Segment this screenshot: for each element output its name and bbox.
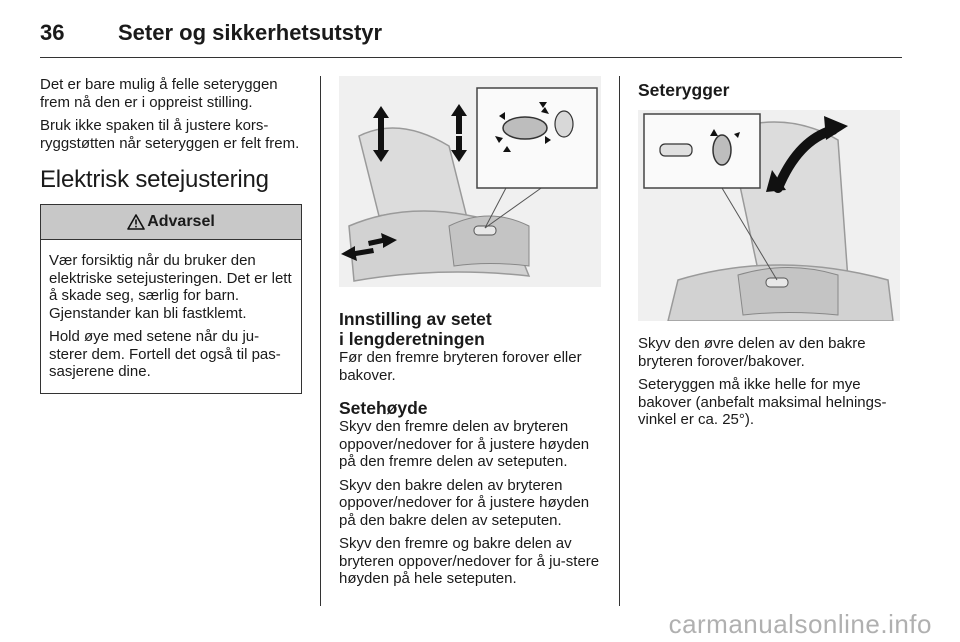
column-middle: [339, 76, 601, 594]
heading-longitudinal-line2: i lengderetningen: [339, 329, 485, 349]
paragraph-backrest-angle: Seteryggen må ikke helle for mye bakover (anbefalt maksimal helnings-vinkel er ca. 25°).: [638, 376, 887, 428]
heading-longitudinal-line1: Innstilling av setet: [339, 309, 492, 329]
page-number: 36: [40, 20, 65, 45]
paragraph-full-height: Skyv den fremre og bakre delen av bryteren oppover/nedover for å ju-stere høyden på hele seteputen.: [339, 535, 600, 587]
paragraph-front-height: Skyv den fremre delen av bryteren oppover/nedover for å justere høyden på den fremre delen av seteputen.: [339, 418, 590, 470]
warning-box: [40, 204, 302, 394]
paragraph-fold-backrest: Det er bare mulig å felle seteryggen frem nå den er i oppreist stilling.: [40, 76, 278, 111]
chapter-title: Seter og sikkerhetsutstyr: [118, 20, 383, 45]
section-title: Elektrisk setejustering: [40, 166, 269, 193]
backrest-adjustment-illustration: [638, 110, 900, 321]
seat-adjustment-illustration: [339, 76, 601, 287]
heading-backrests: Seterygger: [638, 80, 730, 100]
warning-paragraph-1: Vær forsiktig når du bruker den elektriske setejusteringen. Det er lett å skade seg, særlig for barn. Gjenstander kan bli fastklemt.: [49, 252, 292, 322]
page-header: [40, 12, 902, 60]
warning-header: [41, 205, 301, 240]
paragraph-lumbar-lever: Bruk ikke spaken til å justere kors-ryggstøtten når seteryggen er felt frem.: [40, 117, 300, 152]
watermark-text: carmanualsonline.info: [668, 608, 932, 639]
watermark: [0, 606, 960, 642]
header-rule: [40, 57, 902, 58]
warning-body: [41, 240, 301, 393]
warning-paragraph-2: Hold øye med setene når du ju-sterer dem. Fortell det også til pas-sasjerene dine.: [49, 328, 281, 380]
warning-title: Advarsel: [147, 213, 215, 230]
column-right: [638, 76, 900, 435]
heading-seat-height: Setehøyde: [339, 398, 428, 418]
column-divider-1: [320, 76, 321, 606]
warning-triangle-icon: [127, 214, 145, 230]
paragraph-longitudinal: Før den fremre bryteren forover eller bakover.: [339, 349, 582, 384]
column-divider-2: [619, 76, 620, 606]
paragraph-rear-height: Skyv den bakre delen av bryteren oppover/nedover for å justere høyden på den bakre delen av seteputen.: [339, 476, 590, 529]
paragraph-backrest-switch: Skyv den øvre delen av den bakre bryteren forover/bakover.: [638, 335, 866, 370]
column-left: [40, 76, 302, 394]
